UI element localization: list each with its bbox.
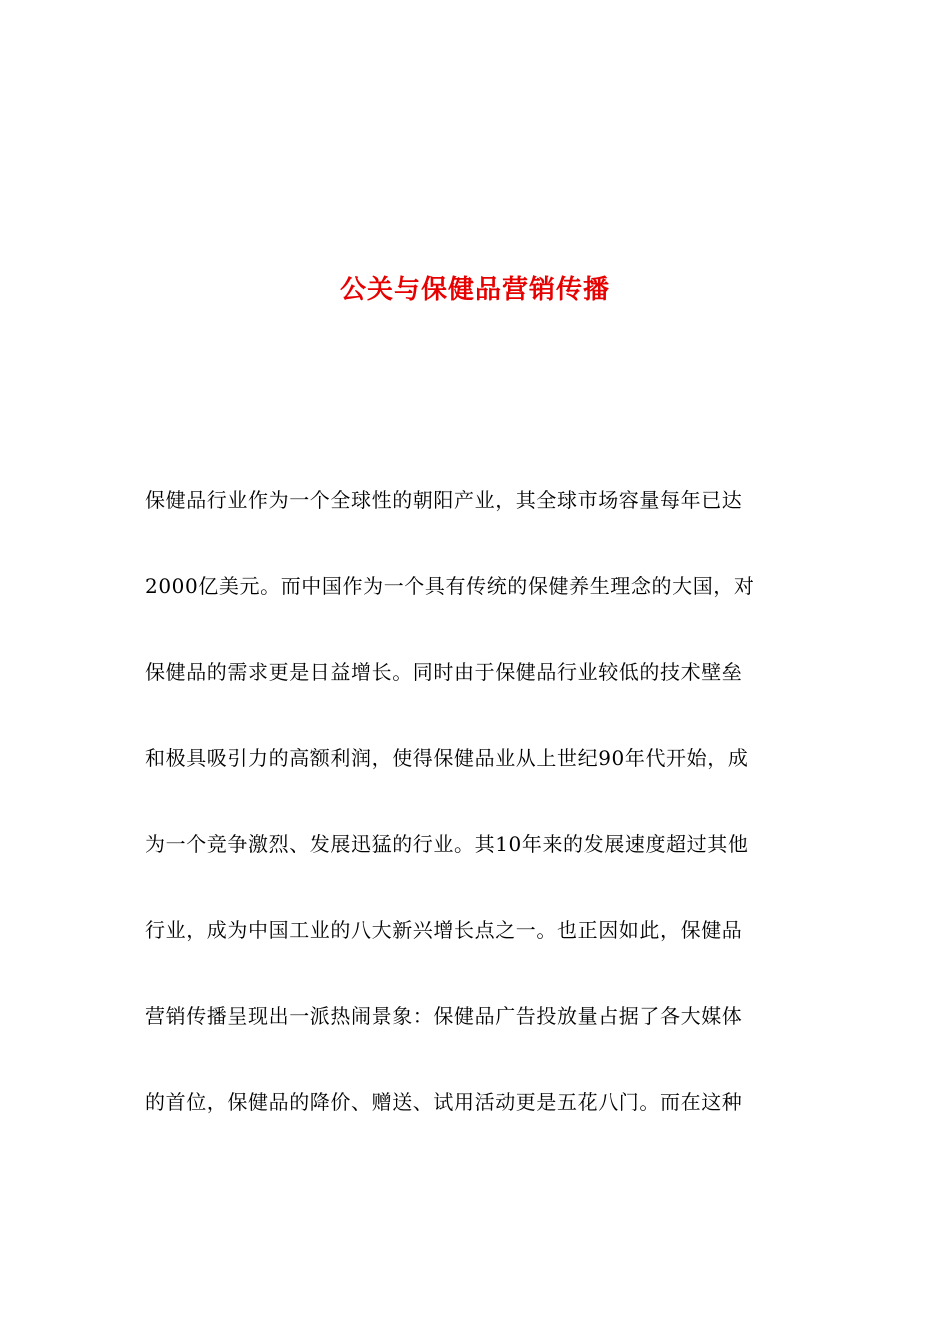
body-paragraph xyxy=(145,478,815,1166)
paragraph-line: 和极具吸引力的高额利润，使得保健品业从上世纪90年代开始，成 xyxy=(145,746,749,770)
paragraph-line: 的首位，保健品的降价、赠送、试用活动更是五花八门。而在这种 xyxy=(145,1090,743,1114)
document-title: 公关与保健品营销传播 xyxy=(339,275,610,305)
paragraph-line: 营销传播呈现出一派热闹景象：保健品广告投放量占据了各大媒体 xyxy=(145,1004,743,1028)
paragraph-line: 保健品行业作为一个全球性的朝阳产业，其全球市场容量每年已达 xyxy=(145,488,743,512)
paragraph-line: 行业，成为中国工业的八大新兴增长点之一。也正因如此，保健品 xyxy=(145,918,743,942)
paragraph-line: 为一个竞争激烈、发展迅猛的行业。其10年来的发展速度超过其他 xyxy=(145,832,749,856)
paragraph-line: 2000亿美元。而中国作为一个具有传统的保健养生理念的大国，对 xyxy=(145,574,755,598)
paragraph-line: 保健品的需求更是日益增长。同时由于保健品行业较低的技术壁垒 xyxy=(145,660,743,684)
